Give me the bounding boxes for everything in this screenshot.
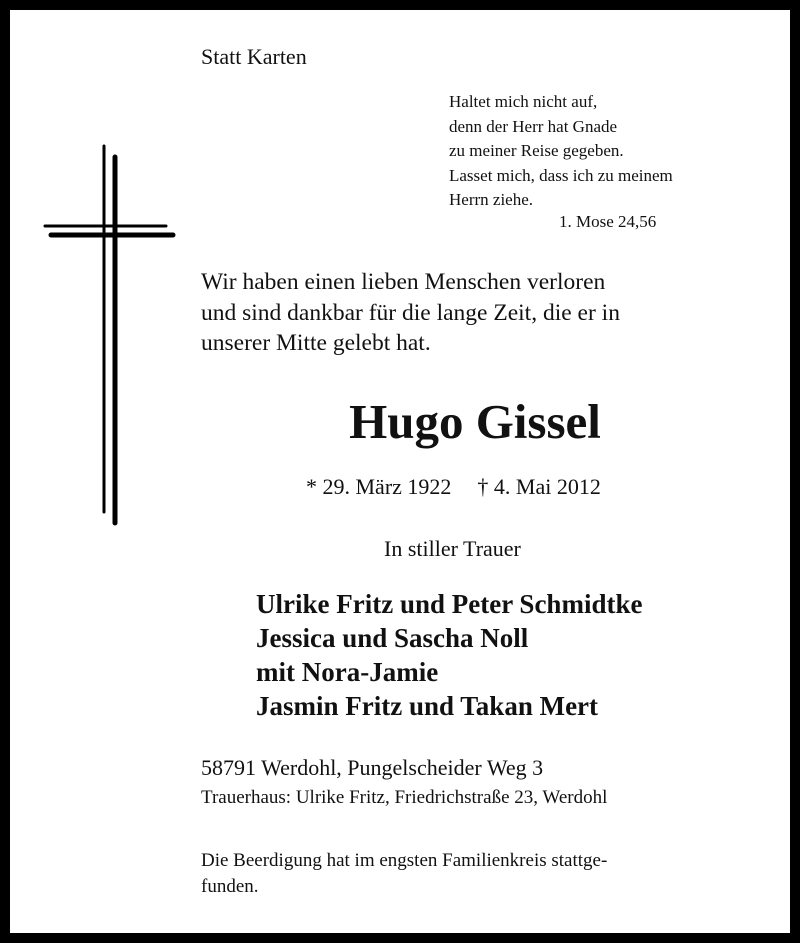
intro-line: Wir haben einen lieben Menschen verloren <box>201 269 606 295</box>
cross-icon <box>10 10 210 570</box>
intro-line: und sind dankbar für die lange Zeit, die er in <box>201 299 620 326</box>
verse-line: zu meiner Reise gegeben. <box>449 141 624 160</box>
death-date: † 4. Mai 2012 <box>477 474 601 499</box>
birth-date: * 29. März 1922 <box>306 474 452 499</box>
intro-text <box>201 267 620 359</box>
life-dates <box>306 474 601 500</box>
intro-line: unserer Mitte gelebt hat. <box>201 330 431 356</box>
family-member: mit Nora-Jamie <box>256 657 439 687</box>
trauerhaus: Trauerhaus: Ulrike Fritz, Friedrichstraße 23, Werdohl <box>201 787 608 808</box>
verse-line: Haltet mich nicht auf, <box>449 92 598 111</box>
verse-line: denn der Herr hat Gnade <box>449 116 618 136</box>
funeral-line: Die Beerdigung hat im engsten Familienkreis stattge- <box>201 850 608 871</box>
mourning-label: In stiller Trauer <box>384 536 521 561</box>
address: 58791 Werdohl, Pungelscheider Weg 3 <box>201 755 544 780</box>
family-member: Jessica und Sascha Noll <box>256 623 529 653</box>
funeral-line: funden. <box>201 876 259 897</box>
verse-line: Lasset mich, dass ich zu meinem <box>449 165 673 185</box>
verse-reference: 1. Mose 24,56 <box>559 212 657 231</box>
family-member: Jasmin Fritz und Takan Mert <box>256 691 599 721</box>
verse-line: Herrn ziehe. <box>449 190 534 209</box>
deceased-name: Hugo Gissel <box>349 394 601 449</box>
deceased-name-container <box>10 393 790 450</box>
header-statt-karten: Statt Karten <box>201 44 307 69</box>
funeral-note <box>201 848 607 900</box>
family-list <box>256 587 642 723</box>
family-member: Ulrike Fritz und Peter Schmidtke <box>256 589 643 619</box>
bible-verse <box>449 90 673 213</box>
obituary-notice <box>10 10 790 933</box>
